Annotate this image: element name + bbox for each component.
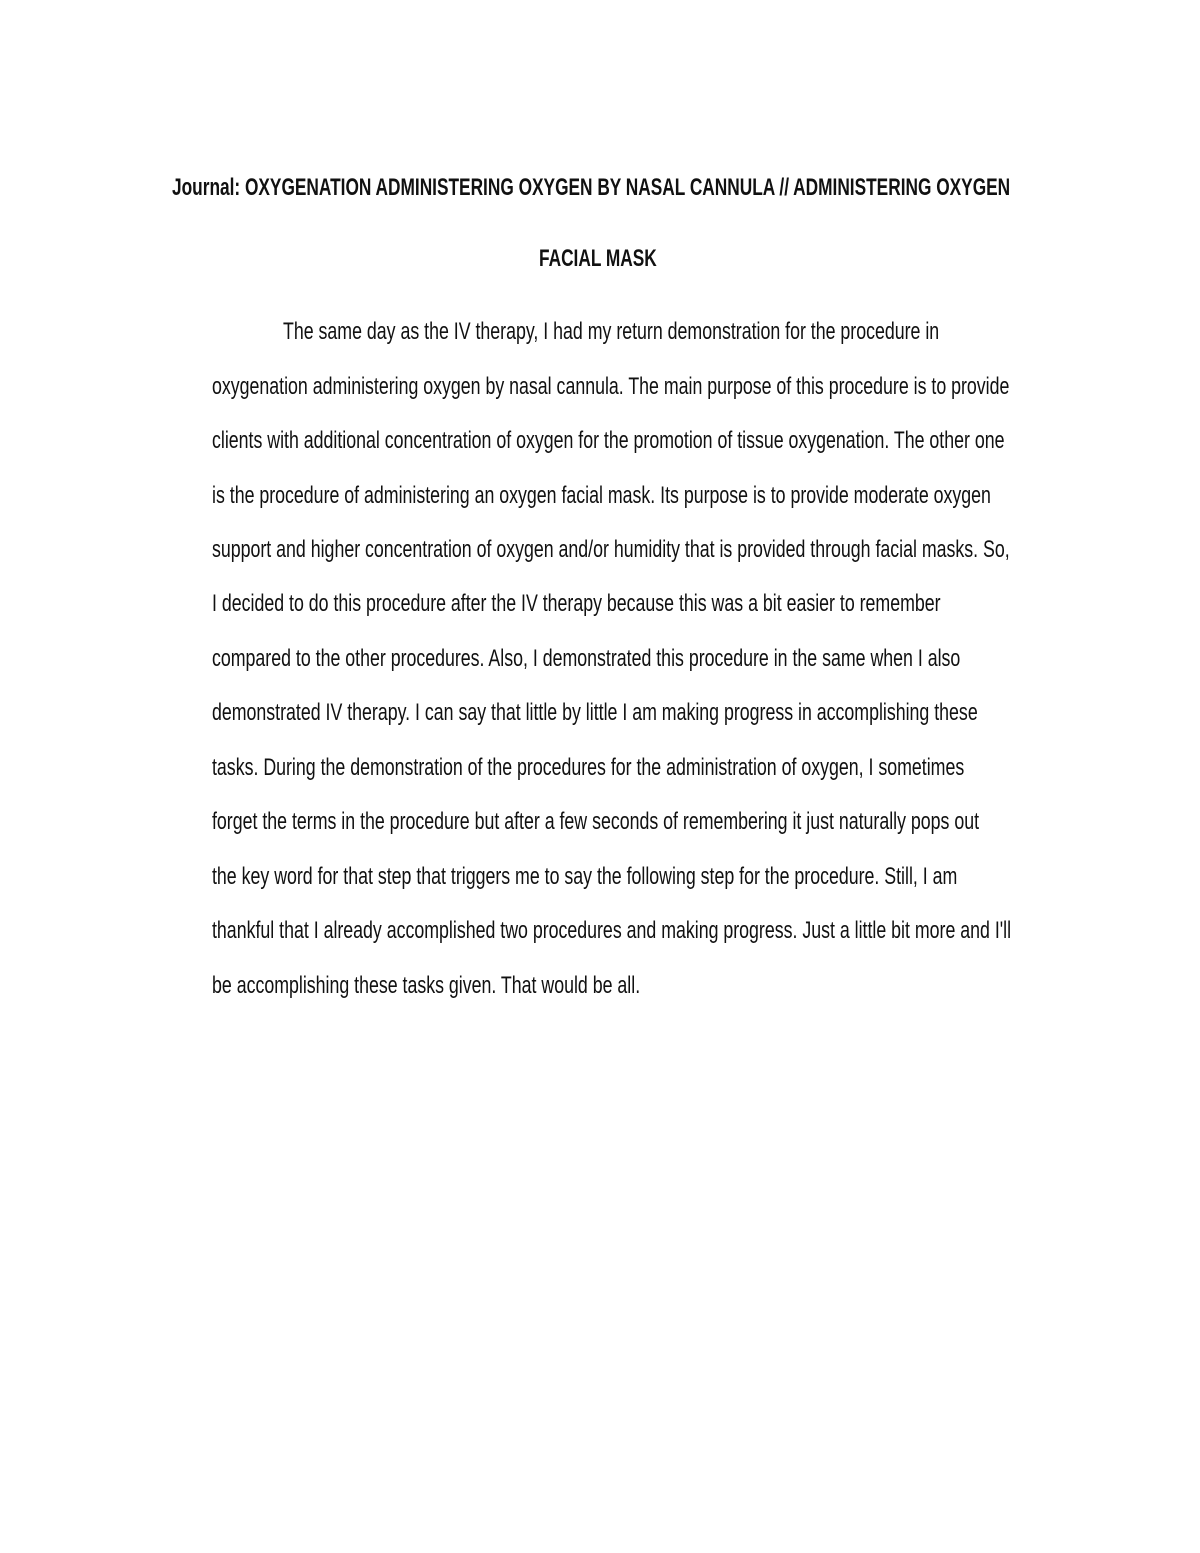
paragraph-line: oxygenation administering oxygen by nasal cannula. The main purpose of this procedure is to provide <box>212 373 1010 400</box>
paragraph-line: compared to the other procedures. Also, I demonstrated this procedure in the same when I also <box>212 645 961 672</box>
journal-title-line-2: FACIAL MASK <box>539 245 657 272</box>
paragraph-line: support and higher concentration of oxygen and/or humidity that is provided through facial masks. So, <box>212 536 1010 563</box>
paragraph-line: I decided to do this procedure after the IV therapy because this was a bit easier to remember <box>212 590 941 617</box>
paragraph-line: tasks. During the demonstration of the procedures for the administration of oxygen, I sometimes <box>212 754 965 781</box>
paragraph-line: The same day as the IV therapy, I had my return demonstration for the procedure in <box>283 318 940 345</box>
paragraph-line: is the procedure of administering an oxygen facial mask. Its purpose is to provide moderate oxygen <box>212 482 991 509</box>
journal-title-line-1: Journal: OXYGENATION ADMINISTERING OXYGEN BY NASAL CANNULA // ADMINISTERING OXYGEN <box>172 174 1011 201</box>
paragraph-line: the key word for that step that triggers me to say the following step for the procedure. Still, I am <box>212 863 958 890</box>
paragraph-line: demonstrated IV therapy. I can say that little by little I am making progress in accomplishing these <box>212 699 978 726</box>
paragraph-line: clients with additional concentration of oxygen for the promotion of tissue oxygenation. The other one <box>212 427 1005 454</box>
paragraph-line: forget the terms in the procedure but after a few seconds of remembering it just naturally pops out <box>212 808 980 835</box>
paragraph-line: be accomplishing these tasks given. That would be all. <box>212 972 641 999</box>
paragraph-line: thankful that I already accomplished two procedures and making progress. Just a little bit more and I'll <box>212 917 1012 944</box>
